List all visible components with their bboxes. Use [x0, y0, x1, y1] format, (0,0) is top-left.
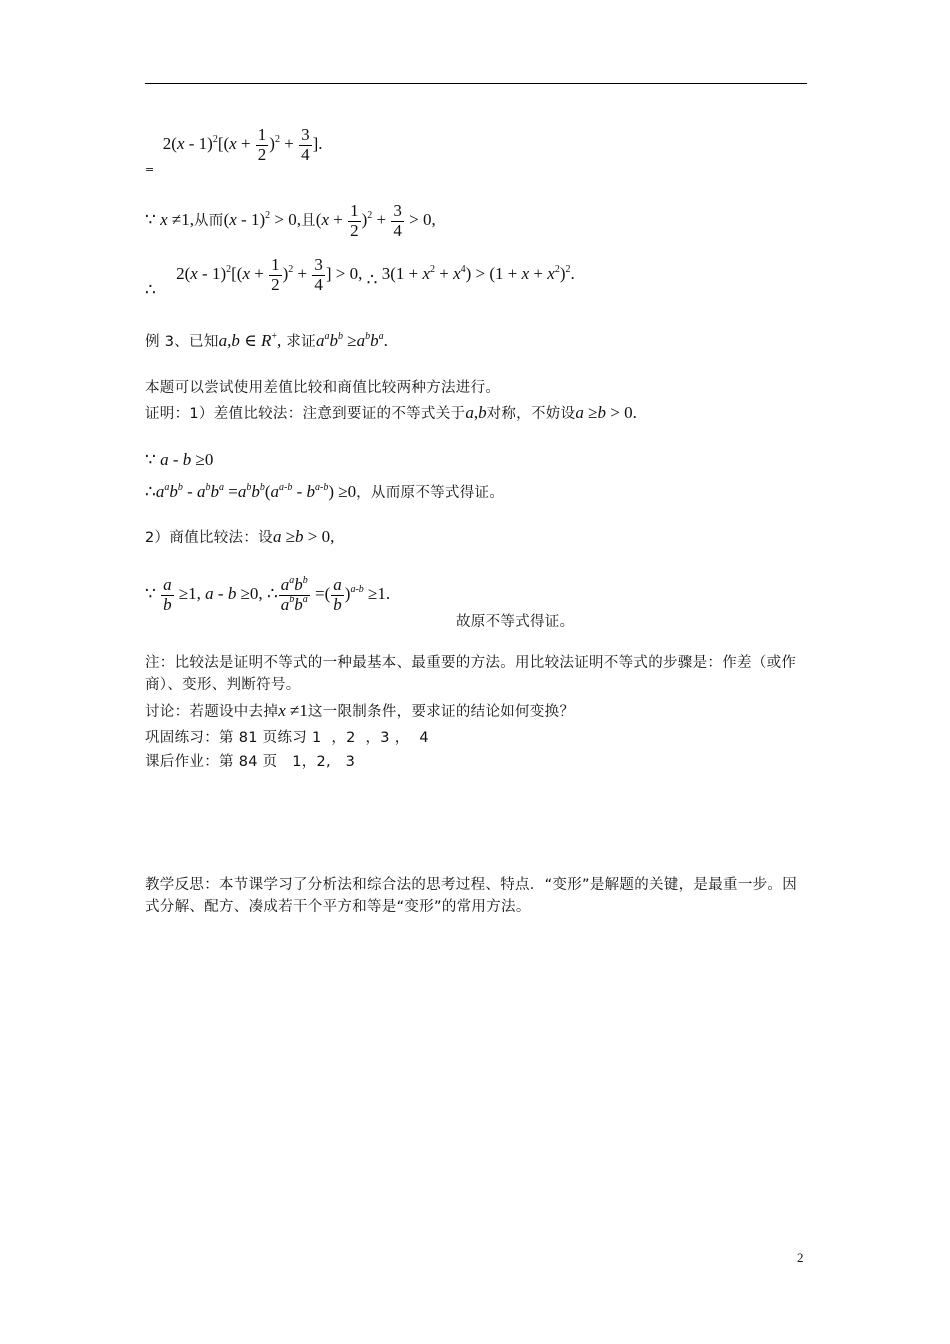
equation-line-2: ∵ x ≠1,从而(x - 1)$^2$ > 0,且(x + $\frac{1}{2}$ )$^2$ + $\frac{3}{4}$ > 0, [145, 201, 436, 240]
quotient-conclusion: 故原不等式得证。 [456, 614, 575, 630]
equals-sign: = [145, 163, 155, 177]
practice-line: 巩固练习：第 81 页练习 1 ，2 ，3 ， 4 [145, 730, 429, 746]
page-number: 2 [797, 1250, 804, 1265]
discuss-prefix: 讨论：若题设中去掉 [145, 704, 279, 720]
note-paragraph: 注：比较法是证明不等式的一种最基本、最重要的方法。用比较法证明不等式的步骤是：作差（或作商）、变形、判断符号。 [145, 655, 797, 693]
proof-line: 证明：1）差值比较法：注意到要证的不等式关于a,b对称，不妨设a ≥b > 0. [145, 403, 637, 422]
reflection-paragraph: 教学反思：本节课学习了分析法和综合法的思考过程、特点．“变形”是解题的关键，是最重一步。因式分解、配方、凑成若干个平方和等是“变形”的常用方法。 [145, 877, 798, 915]
example-3-line: 例 3、已知a,b ∈ R+, 求证$a^ab^b \ge a^bb^a$. [145, 330, 388, 350]
example-3-label: 例 3、已知 [145, 334, 219, 350]
diff-conclusion: ，从而原不等式得证。 [356, 485, 505, 501]
proof-label: 证明：1）差值比较法：注意到要证的不等式关于 [145, 406, 466, 422]
discuss-suffix: 这一限制条件，要求证的结论如何变换？ [307, 704, 575, 720]
diff-step-2: $\therefore a^ab^b - a^bb^a =a^bb^b(a^{a-b} - b^{a-b}) \ge 0$，从而原不等式得证。 [145, 481, 505, 502]
and-word: 且 [300, 213, 316, 230]
intro-text: 本题可以尝试使用差值比较和商值比较两种方法进行。 [145, 380, 501, 396]
header-rule [145, 83, 807, 84]
homework-line: 课后作业：第 84 页 1，2, 3 [145, 754, 356, 770]
example-3-prove: 求证 [286, 334, 316, 350]
equation-line-3: ∴ 2(x - 1)$^2$[(x + $\frac{1}{2}$ )$^2$ + $\frac{3}{4}$ ] > 0, ∴ $3(1 + x^2 + x^4) > (1 + x + x^2)^2$. [145, 255, 575, 301]
equation-line-1: $_=$ 2(x - 1)$^2$[(x + $\frac{1}{2}$ )$^2$ + $\frac{3}{4}$ ]. [145, 125, 323, 177]
quotient-step: ∵ $\frac{a}{b}$ ≥1, a - b ≥0, ∴ $\frac{a^ab^b}{a^bb^a}$ =( $\frac{a}{b}$ )$^{a-b}$ ≥1. [145, 574, 391, 614]
diff-step-1: ∵ a - b ≥0 [145, 450, 214, 470]
discussion-line: 讨论：若题设中去掉x ≠1这一限制条件，要求证的结论如何变换？ [145, 701, 575, 720]
quotient-line: 2）商值比较法：设a ≥b > 0, [145, 527, 335, 546]
since-word: 从而 [193, 213, 224, 230]
proof-mid: 对称，不妨设 [486, 406, 576, 422]
quotient-label: 2）商值比较法：设 [145, 530, 273, 546]
